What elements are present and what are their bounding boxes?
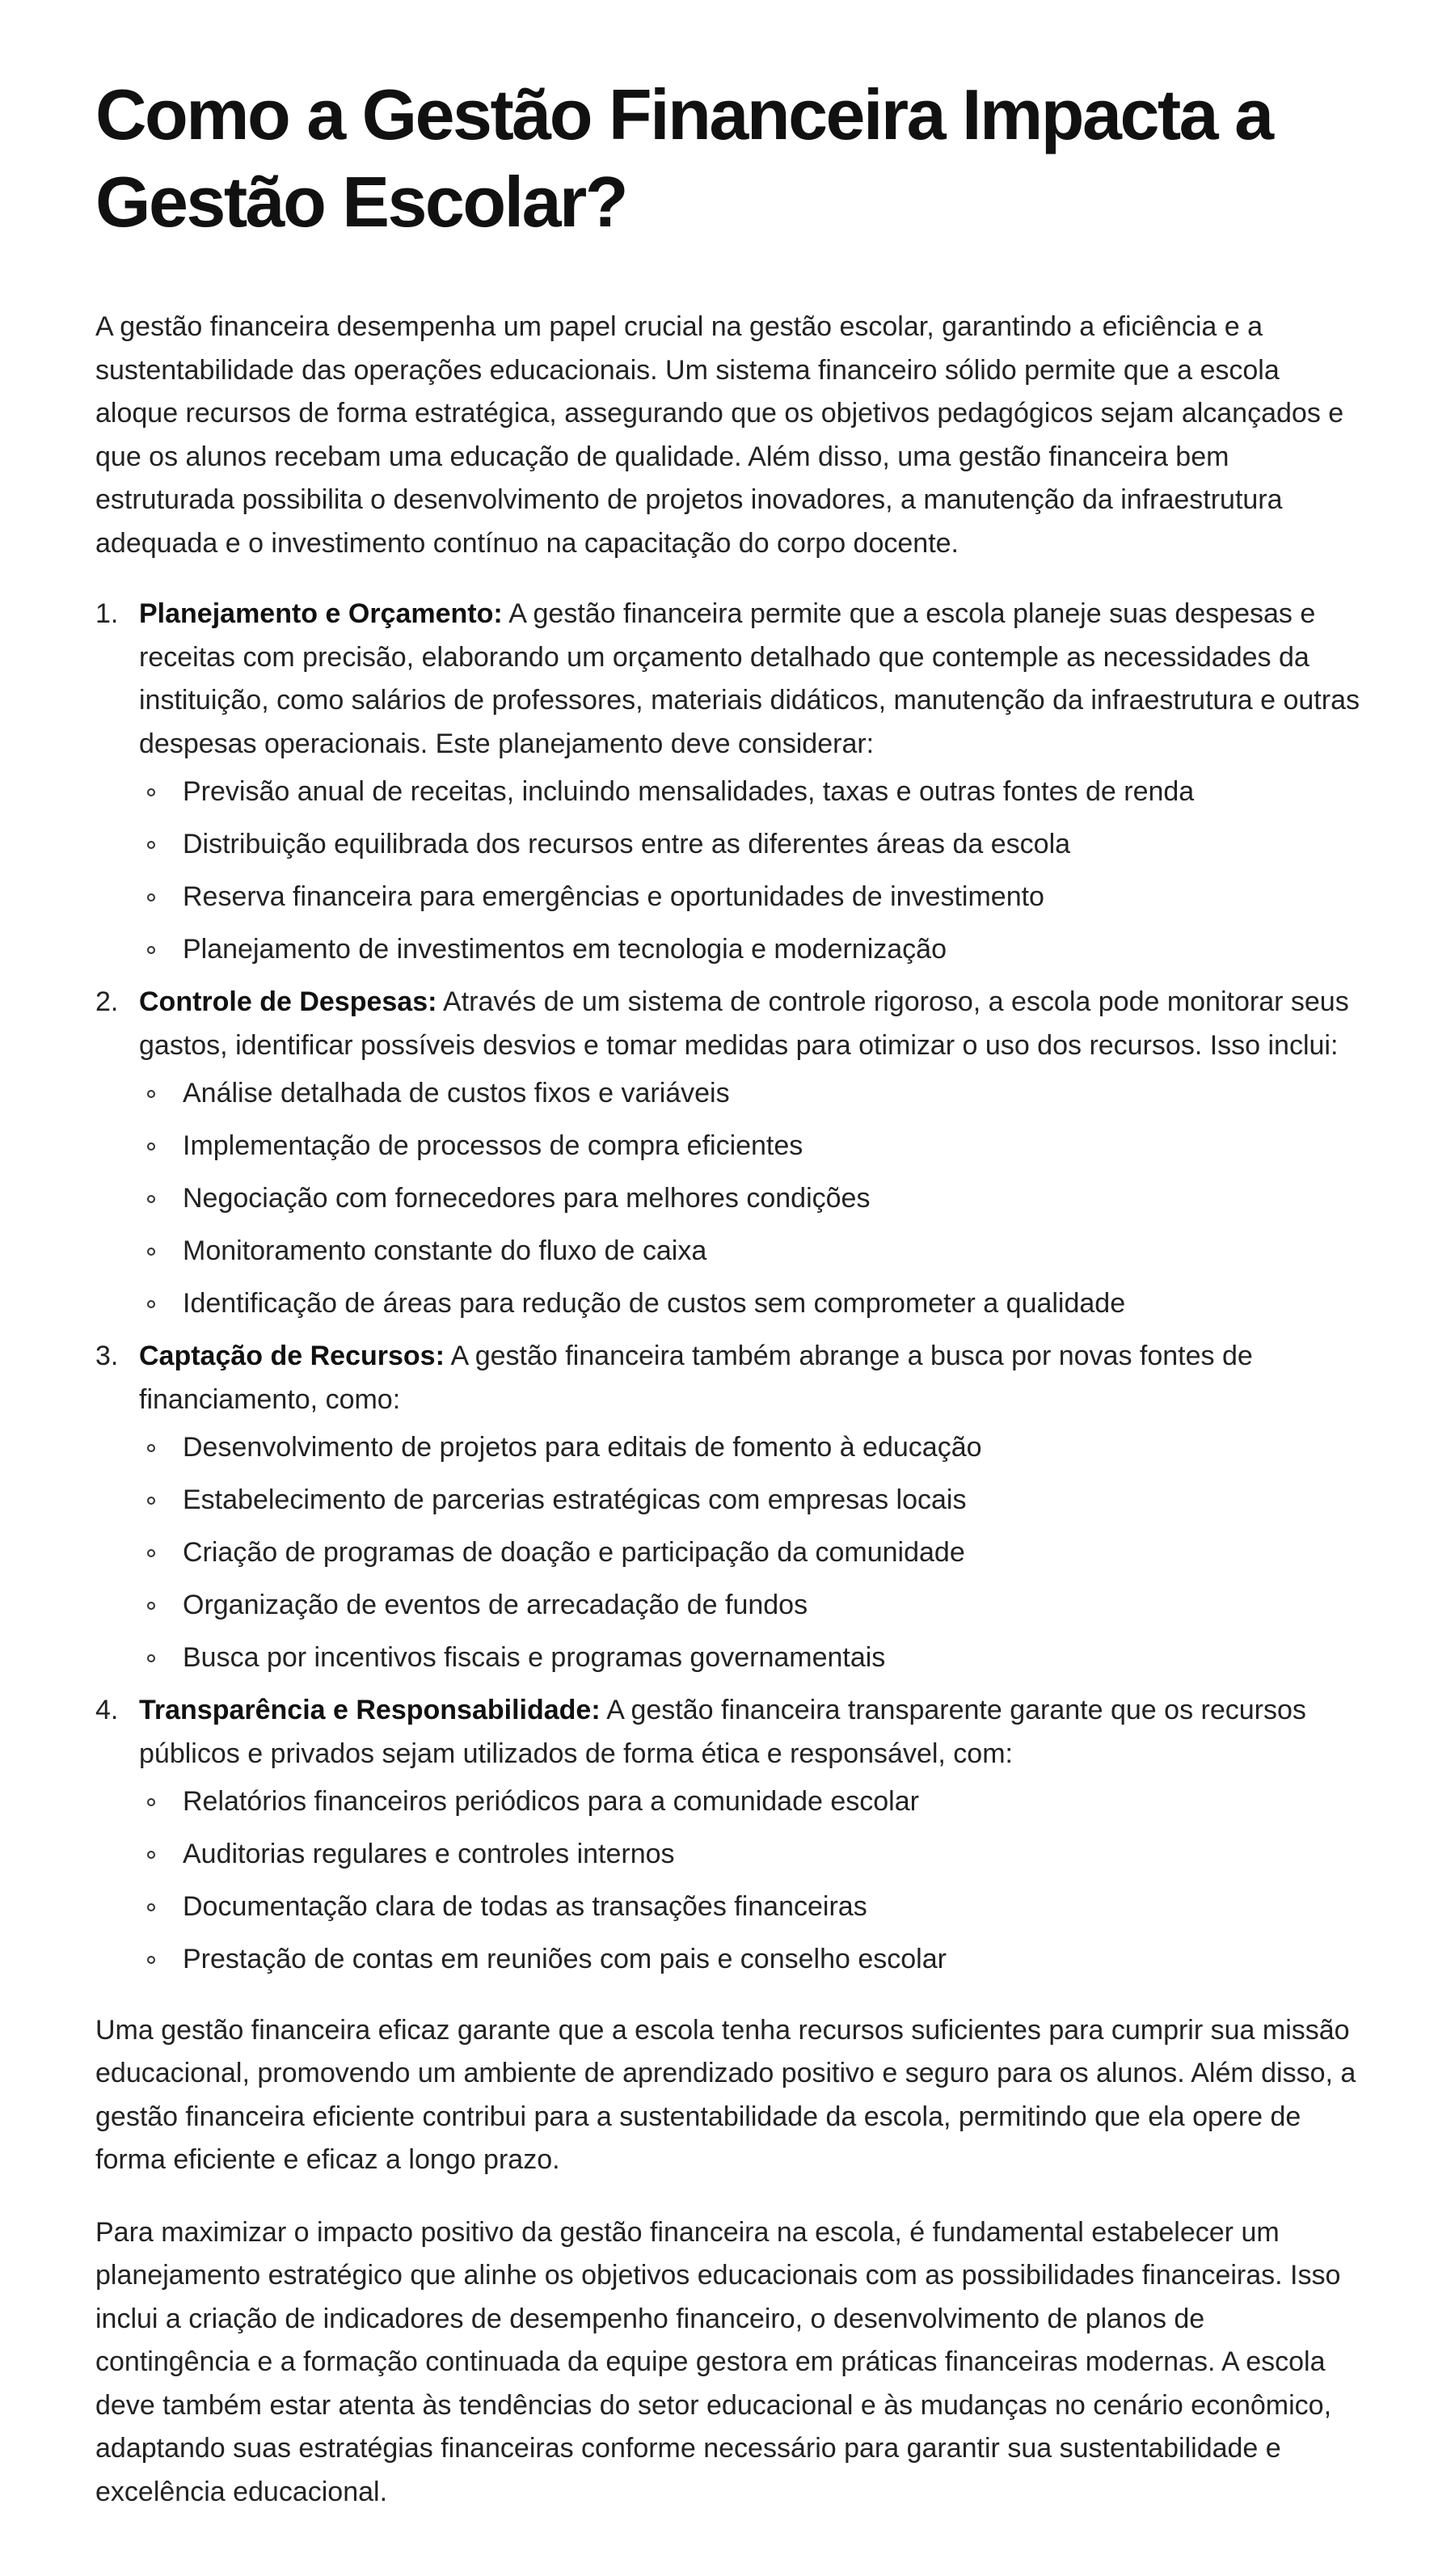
sub-list-item: Planejamento de investimentos em tecnologia e modernização	[139, 928, 1360, 972]
sub-list-item: Distribuição equilibrada dos recursos entre as diferentes áreas da escola	[139, 823, 1360, 867]
item-title: Planejamento e Orçamento:	[139, 598, 503, 629]
sub-list-item: Estabelecimento de parcerias estratégicas com empresas locais	[139, 1479, 1360, 1522]
circle-bullet-icon	[147, 788, 155, 796]
item-text: A gestão financeira permite que a escola planeje suas despesas e receitas com precisão, elaborando um orçamento detalhado que contemple as necessidades da instituição, como salários de professores, materiais didáticos, manutenção da infraestrutura e outras despesas operacionais. Este planejamento deve considerar:	[139, 598, 1360, 759]
sub-list	[139, 771, 1360, 972]
circle-bullet-icon	[147, 1300, 155, 1308]
circle-bullet-icon	[147, 1798, 155, 1806]
circle-bullet-icon	[147, 1956, 155, 1964]
circle-bullet-icon	[147, 1851, 155, 1859]
circle-bullet-icon	[147, 1497, 155, 1505]
list-item-controle	[95, 981, 1360, 1326]
sub-list-item: Desenvolvimento de projetos para editais de fomento à educação	[139, 1426, 1360, 1470]
circle-bullet-icon	[147, 1654, 155, 1662]
page-title: Como a Gestão Financeira Impacta a Gestão Escolar?	[95, 74, 1272, 242]
circle-bullet-icon	[147, 946, 155, 954]
sub-list-item: Organização de eventos de arrecadação de fundos	[139, 1584, 1360, 1628]
sub-list-item: Previsão anual de receitas, incluindo mensalidades, taxas e outras fontes de renda	[139, 771, 1360, 814]
closing-paragraph-2: Para maximizar o impacto positivo da gestão financeira na escola, é fundamental estabelecer um planejamento estratégico que alinhe os objetivos educacionais com as possibilidades financeiras. Isso inclui a criação de indicadores de desempenho financeiro, o desenvolvimento de planos de contingência e a formação continuada da equipe gestora em práticas financeiras modernas. A escola deve também estar atenta às tendências do setor educacional e às mudanças no cenário econômico, adaptando suas estratégias financeiras conforme necessário para garantir sua sustentabilidade e excelência educacional.	[95, 2216, 1341, 2507]
list-item-transparencia	[95, 1689, 1360, 1982]
circle-bullet-icon	[147, 1090, 155, 1098]
sub-list-item: Reserva financeira para emergências e oportunidades de investimento	[139, 876, 1360, 919]
item-number: 2.	[95, 986, 119, 1017]
list-item-planejamento	[95, 593, 1360, 972]
sub-list-item: Documentação clara de todas as transações financeiras	[139, 1886, 1360, 1929]
sub-list-item: Implementação de processos de compra eficientes	[139, 1125, 1360, 1168]
sub-list-item: Prestação de contas em reuniões com pais e conselho escolar	[139, 1938, 1360, 1982]
closing-paragraph-1: Uma gestão financeira eficaz garante que a escola tenha recursos suficientes para cumprir sua missão educacional, promovendo um ambiente de aprendizado positivo e seguro para os alunos. Além disso, a gestão financeira eficiente contribui para a sustentabilidade da escola, permitindo que ela opere de forma eficiente e eficaz a longo prazo.	[95, 2014, 1356, 2175]
numbered-list	[95, 593, 1360, 1982]
item-number: 4.	[95, 1695, 119, 1725]
sub-list-item: Análise detalhada de custos fixos e variáveis	[139, 1072, 1360, 1116]
sub-list-item: Busca por incentivos fiscais e programas governamentais	[139, 1636, 1360, 1680]
circle-bullet-icon	[147, 1602, 155, 1610]
sub-list-item: Relatórios financeiros periódicos para a comunidade escolar	[139, 1780, 1360, 1824]
item-number: 3.	[95, 1341, 119, 1371]
circle-bullet-icon	[147, 1195, 155, 1203]
sub-list-item: Negociação com fornecedores para melhores condições	[139, 1177, 1360, 1221]
sub-list-item: Auditorias regulares e controles internos	[139, 1833, 1360, 1877]
sub-list-item: Criação de programas de doação e participação da comunidade	[139, 1531, 1360, 1575]
item-title: Captação de Recursos:	[139, 1341, 445, 1371]
sub-list-item: Monitoramento constante do fluxo de caixa	[139, 1230, 1360, 1273]
item-text: A gestão financeira também abrange a busca por novas fontes de financiamento, como:	[139, 1341, 1253, 1415]
item-title: Transparência e Responsabilidade:	[139, 1695, 601, 1725]
circle-bullet-icon	[147, 1142, 155, 1151]
item-text: Através de um sistema de controle rigoroso, a escola pode monitorar seus gastos, identificar possíveis desvios e tomar medidas para otimizar o uso dos recursos. Isso inclui:	[139, 986, 1349, 1061]
circle-bullet-icon	[147, 1248, 155, 1256]
intro-paragraph: A gestão financeira desempenha um papel crucial na gestão escolar, garantindo a eficiência e a sustentabilidade das operações educacionais. Um sistema financeiro sólido permite que a escola aloque recursos de forma estratégica, assegurando que os objetivos pedagógicos sejam alcançados e que os alunos recebam uma educação de qualidade. Além disso, uma gestão financeira bem estruturada possibilita o desenvolvimento de projetos inovadores, a manutenção da infraestrutura adequada e o investimento contínuo na capacitação do corpo docente.	[95, 311, 1344, 559]
sub-list-item: Identificação de áreas para redução de custos sem comprometer a qualidade	[139, 1282, 1360, 1326]
list-item-captacao	[95, 1335, 1360, 1680]
item-title: Controle de Despesas:	[139, 986, 437, 1017]
circle-bullet-icon	[147, 841, 155, 849]
item-number: 1.	[95, 598, 119, 629]
sub-list	[139, 1072, 1360, 1326]
item-text: A gestão financeira transparente garante que os recursos públicos e privados sejam utilizados de forma ética e responsável, com:	[139, 1695, 1306, 1769]
circle-bullet-icon	[147, 893, 155, 902]
circle-bullet-icon	[147, 1444, 155, 1452]
circle-bullet-icon	[147, 1549, 155, 1557]
sub-list	[139, 1780, 1360, 1982]
circle-bullet-icon	[147, 1903, 155, 1911]
sub-list	[139, 1426, 1360, 1680]
